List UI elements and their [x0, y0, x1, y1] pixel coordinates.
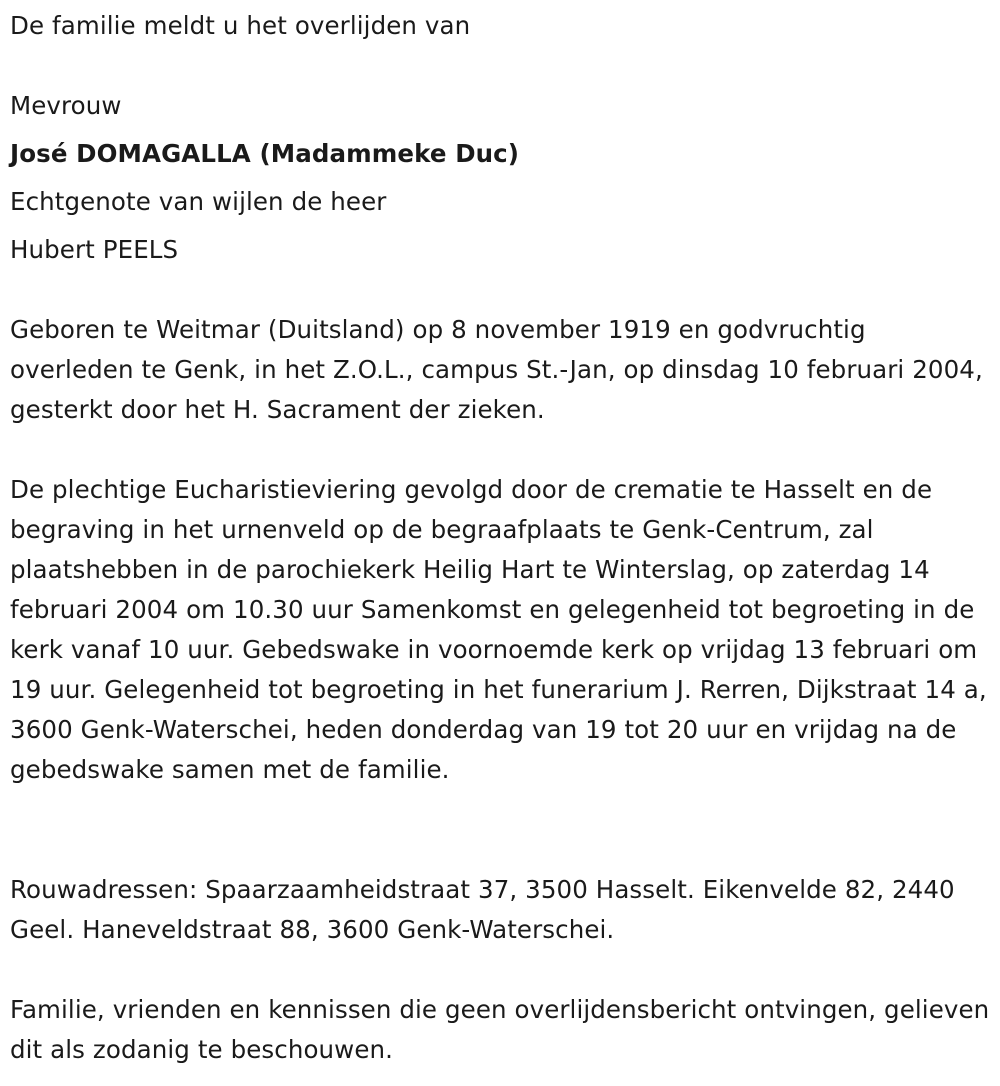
spouse-name: Hubert PEELS	[10, 235, 179, 264]
addresses-paragraph: Rouwadressen: Spaarzaamheidstraat 37, 3500 Hasselt. Eikenvelde 82, 2440 Geel. Haneveldstraat 88, 3600 Genk-Waterschei.	[10, 875, 955, 944]
ceremony-paragraph: De plechtige Eucharistieviering gevolgd door de crematie te Hasselt en de begraving in het urnenveld op de begraafplaats te Genk-Centrum, zal plaatshebben in de parochiekerk Heilig Hart te Winterslag, op zaterdag 14 februari 2004 om 10.30 uur Samenkomst en gelegenheid tot begroeting in de kerk vanaf 10 uur. Gebedswake in voornoemde kerk op vrijdag 13 februari om 19 uur. Gelegenheid tot begroeting in het funerarium J. Rerren, Dijkstraat 14 a, 3600 Genk-Waterschei, heden donderdag van 19 tot 20 uur en vrijdag na de gebedswake samen met de familie.	[10, 475, 987, 784]
closing-paragraph: Familie, vrienden en kennissen die geen overlijdensbericht ontvingen, gelieven dit als zodanig te beschouwen.	[10, 995, 990, 1064]
deceased-name: José DOMAGALLA (Madammeke Duc)	[10, 139, 520, 168]
salutation: Mevrouw	[10, 91, 122, 120]
intro-text: De familie meldt u het overlijden van	[10, 11, 471, 40]
spouse-label: Echtgenote van wijlen de heer	[10, 187, 387, 216]
birth-death-paragraph: Geboren te Weitmar (Duitsland) op 8 november 1919 en godvruchtig overleden te Genk, in het Z.O.L., campus St.-Jan, op dinsdag 10 februari 2004, gesterkt door het H. Sacrament der zieken.	[10, 315, 983, 424]
